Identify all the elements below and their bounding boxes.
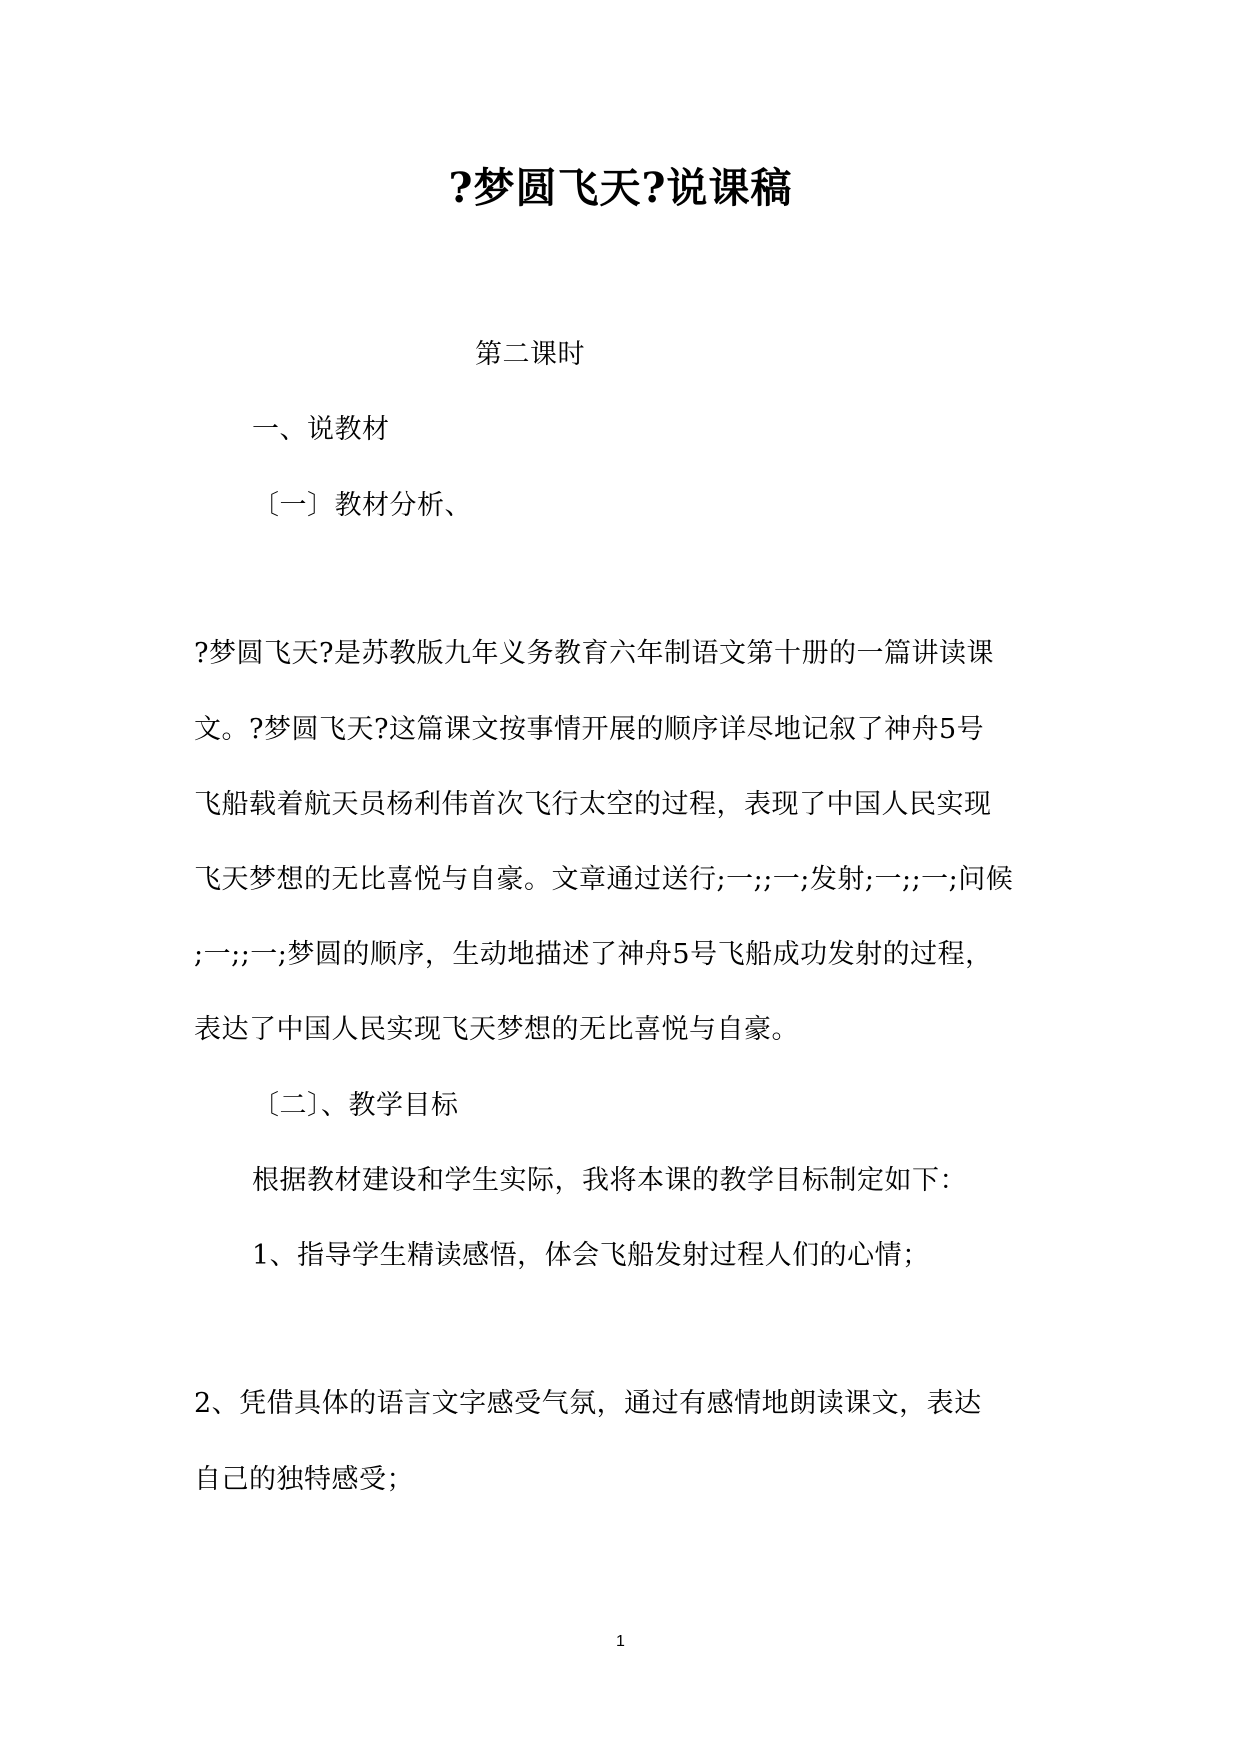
objectives-intro: 根据教材建设和学生实际，我将本课的教学目标制定如下： [252, 1165, 967, 1196]
paragraph-line: 飞船载着航天员杨利伟首次飞行太空的过程，表现了中国人民实现 [194, 789, 992, 820]
paragraph-line: 表达了中国人民实现飞天梦想的无比喜悦与自豪。 [194, 1014, 799, 1045]
objective-line: 2、凭借具体的语言文字感受气氛，通过有感情地朗读课文，表达 [194, 1388, 982, 1419]
paragraph-line: 文。?梦圆飞天?这篇课文按事情开展的顺序详尽地记叙了神舟5号 [194, 714, 985, 745]
section-heading-textbook: 一、说教材 [252, 414, 390, 445]
objective-item-1: 1、指导学生精读感悟，体会飞船发射过程人们的心情； [252, 1240, 930, 1271]
paragraph-line: 飞天梦想的无比喜悦与自豪。文章通过送行;一;;一;发射;一;;一;问候 [194, 864, 1014, 895]
lesson-label: 第二课时 [475, 339, 585, 370]
paragraph-line: ?梦圆飞天?是苏教版九年义务教育六年制语文第十册的一篇讲读课 [194, 638, 994, 669]
subsection-heading-objectives: 〔二〕、教学目标 [252, 1090, 459, 1121]
document-title: ?梦圆飞天?说课稿 [448, 164, 793, 212]
paragraph-line: ;一;;一;梦圆的顺序，生动地描述了神舟5号飞船成功发射的过程， [194, 939, 993, 970]
objective-line: 自己的独特感受； [194, 1464, 414, 1495]
page-number: 1 [616, 1633, 625, 1650]
subsection-heading-analysis: 〔一〕教材分析、 [252, 490, 472, 521]
